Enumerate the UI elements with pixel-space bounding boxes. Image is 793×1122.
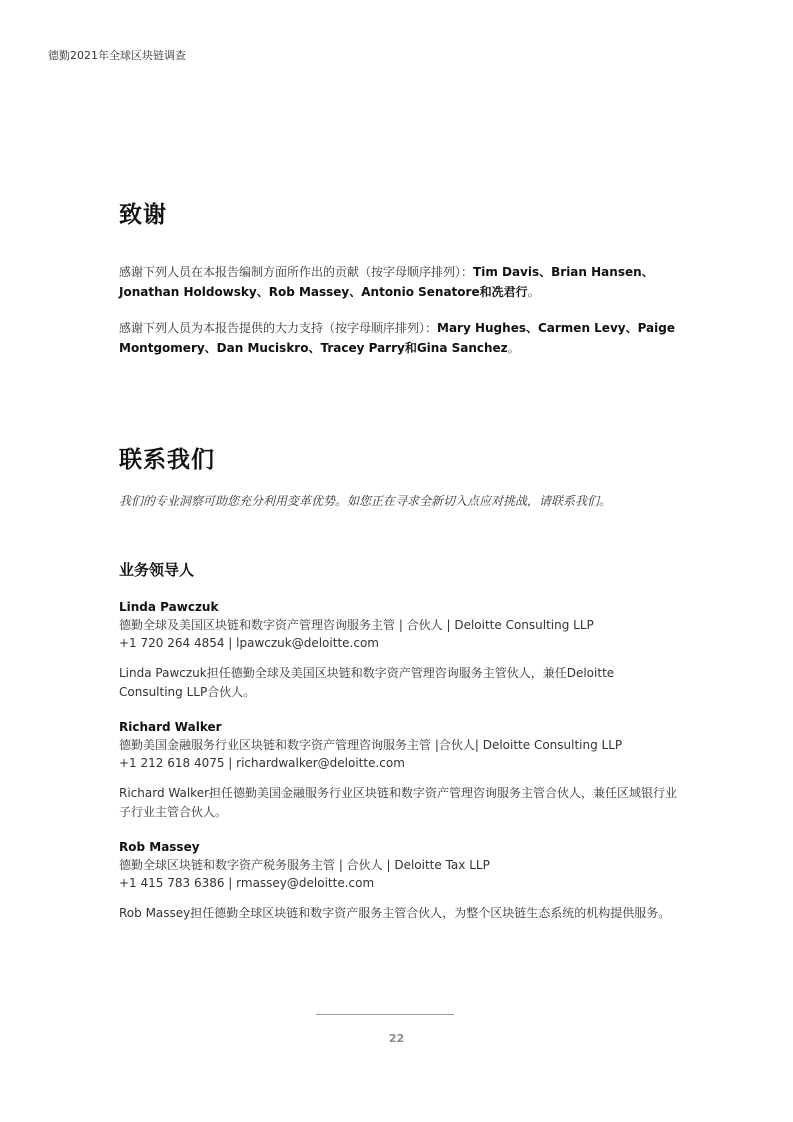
leader-bio: Linda Pawczuk担任德勤全球及美国区块链和数字资产管理咨询服务主管伙人，兼任Deloitte Consulting LLP合伙人。: [119, 666, 615, 699]
ack-p2-suffix: 。: [507, 341, 520, 355]
leader-contact[interactable]: +1 212 618 4075 | richardwalker@deloitte.com: [119, 756, 405, 770]
leader-title: 德勤美国金融服务行业区块链和数字资产管理咨询服务主管 |合伙人| Deloitte Consulting LLP: [119, 738, 623, 752]
leader-contact[interactable]: +1 415 783 6386 | rmassey@deloitte.com: [119, 876, 375, 890]
acknowledgements-heading: 致谢: [119, 202, 167, 228]
contact-intro: 我们的专业洞察可助您充分利用变革优势。如您正在寻求全新切入点应对挑战，请联系我们。: [119, 494, 612, 508]
footer-divider: [316, 1014, 454, 1015]
ack-p2-prefix: 感谢下列人员为本报告提供的大力支持（按字母顺序排列）：: [119, 321, 438, 335]
acknowledgements-paragraph-1: [119, 262, 689, 302]
ack-p1-prefix: 感谢下列人员在本报告编制方面所作出的贡献（按字母顺序排列）：: [119, 265, 474, 279]
leader-contact[interactable]: +1 720 264 4854 | lpawczuk@deloitte.com: [119, 636, 379, 650]
leader-name: Richard Walker: [119, 720, 222, 734]
document-header: 德勤2021年全球区块链调查: [48, 49, 186, 62]
leaders-subheading: 业务领导人: [119, 561, 195, 579]
ack-p2-names: Mary Hughes、Carmen Levy、Paige Montgomery、Dan Muciskro、Tracey Parry和Gina Sanchez: [119, 321, 676, 355]
leader-title: 德勤全球及美国区块链和数字资产管理咨询服务主管 | 合伙人 | Deloitte Consulting LLP: [119, 618, 594, 632]
leader-name: Linda Pawczuk: [119, 600, 219, 614]
leader-bio: Richard Walker担任德勤美国金融服务行业区块链和数字资产管理咨询服务主管合伙人，兼任区域银行业子行业主管合伙人。: [119, 786, 678, 819]
acknowledgements-paragraph-2: [119, 318, 689, 358]
ack-p1-suffix: 。: [527, 285, 540, 299]
page-number: 22: [388, 1032, 405, 1045]
leader-bio: Rob Massey担任德勤全球区块链和数字资产服务主管合伙人，为整个区块链生态系统的机构提供服务。: [119, 906, 671, 920]
leader-name: Rob Massey: [119, 840, 200, 854]
contact-heading: 联系我们: [119, 447, 215, 473]
ack-p1-names: Tim Davis、Brian Hansen、Jonathan Holdowsky、Rob Massey、Antonio Senatore和冼君行: [119, 265, 654, 299]
leader-title: 德勤全球区块链和数字资产税务服务主管 | 合伙人 | Deloitte Tax LLP: [119, 858, 490, 872]
